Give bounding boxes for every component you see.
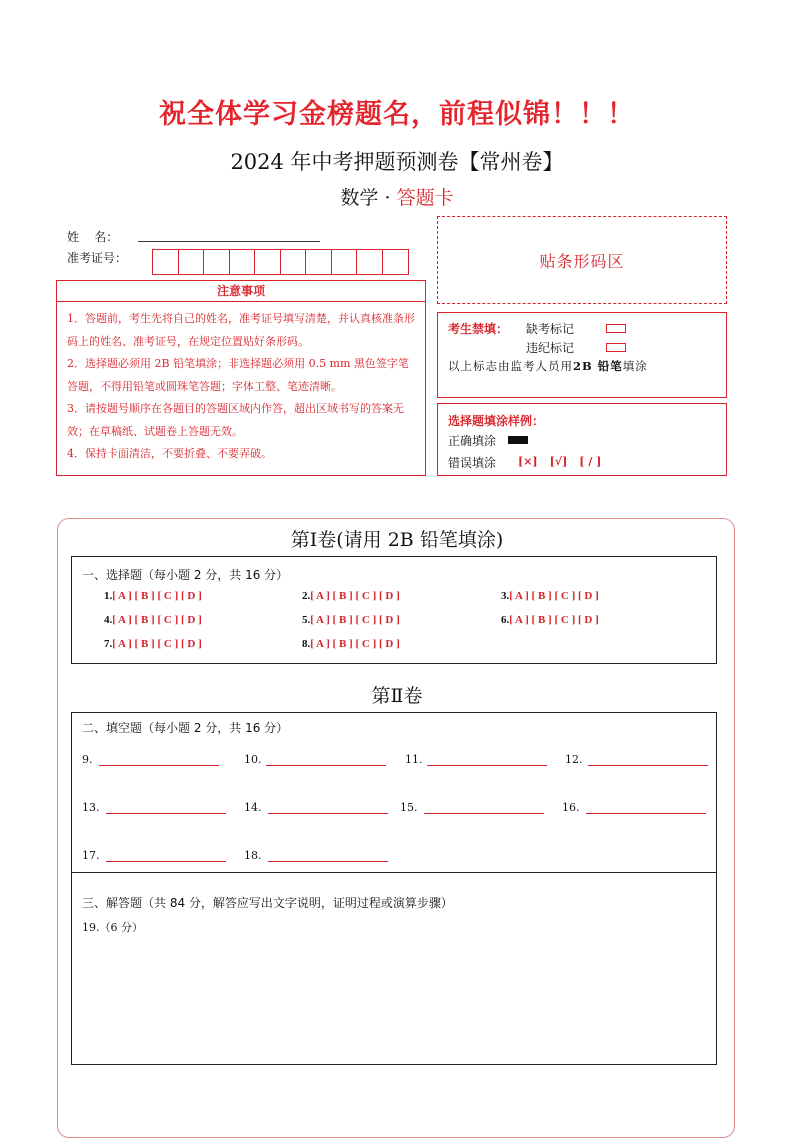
slogan: 祝全体学习金榜题名，前程似锦！！！ (159, 99, 635, 130)
id-digit-box[interactable] (357, 250, 383, 274)
absent-mark-box[interactable] (606, 324, 626, 333)
correct-fill-label: 正确填涂 (448, 434, 497, 448)
id-digit-box[interactable] (383, 250, 409, 274)
subject-label: 数学 (340, 187, 379, 209)
answer-question-box[interactable] (71, 872, 717, 1065)
fill-number: 16. (562, 801, 580, 814)
name-label: 姓 名： (67, 230, 119, 244)
exam-title: 2024 年中考押题预测卷【常州卷】 (230, 150, 564, 174)
fill-example-box (437, 403, 727, 476)
id-digit-box[interactable] (153, 250, 179, 274)
fill-number: 9. (82, 753, 93, 766)
fill-answer-line[interactable] (106, 803, 226, 814)
question-number: 5. (302, 614, 311, 626)
fill-blank-box (71, 712, 717, 873)
wrong-fill-marks (518, 455, 601, 468)
fill-answer-line[interactable] (427, 755, 547, 766)
mcq-options[interactable]: [ A ] [ B ] [ C ] [ D ] (310, 614, 400, 626)
forbidden-note-pre: 以上标志由监考人员用 (448, 359, 573, 373)
mcq-question[interactable] (501, 590, 599, 602)
id-digit-box[interactable] (255, 250, 281, 274)
mcq-options[interactable]: [ A ] [ B ] [ C ] [ D ] (310, 590, 400, 602)
notes-box (56, 280, 426, 476)
mcq-question[interactable] (302, 638, 400, 650)
wrong-mark-check: [√] (549, 455, 568, 468)
subtitle-dot: · (384, 187, 391, 209)
barcode-area: 贴条形码区 (437, 216, 727, 304)
wrong-fill-label: 错误填涂 (448, 456, 497, 470)
id-digit-box[interactable] (179, 250, 205, 274)
mcq-question[interactable] (501, 614, 599, 626)
fill-answer-line[interactable] (268, 803, 388, 814)
question-number: 6. (501, 614, 510, 626)
mcq-options[interactable]: [ A ] [ B ] [ C ] [ D ] (112, 590, 202, 602)
part2-title: 第Ⅱ卷 (371, 685, 423, 707)
fill-answer-line[interactable] (268, 851, 388, 862)
example-heading: 选择题填涂样例： (448, 414, 545, 428)
mcq-options[interactable]: [ A ] [ B ] [ C ] [ D ] (509, 614, 599, 626)
fill-answer-line[interactable] (586, 803, 706, 814)
id-digit-box[interactable] (332, 250, 358, 274)
wrong-mark-cross: [×] (518, 455, 538, 468)
fill-answer-line[interactable] (588, 755, 708, 766)
id-digit-box[interactable] (306, 250, 332, 274)
mcq-options[interactable]: [ A ] [ B ] [ C ] [ D ] (112, 638, 202, 650)
forbidden-note-bold: 2B 铅笔 (573, 359, 623, 373)
mcq-question[interactable] (104, 614, 202, 626)
name-field[interactable] (138, 226, 320, 242)
forbidden-note-post: 填涂 (622, 359, 648, 373)
question-number: 1. (104, 590, 113, 602)
question-number: 4. (104, 614, 113, 626)
note-item: 1．答题前，考生先将自己的姓名，准考证号填写清楚，并认真核准条形码上的姓名、准考证号，在规定位置贴好条形码。 (67, 312, 415, 348)
mcq-options[interactable]: [ A ] [ B ] [ C ] [ D ] (112, 614, 202, 626)
question-number: 3. (501, 590, 510, 602)
part1-title: 第Ⅰ卷(请用 2B 铅笔填涂) (290, 529, 504, 551)
mcq-options[interactable]: [ A ] [ B ] [ C ] [ D ] (310, 638, 400, 650)
question-number: 8. (302, 638, 311, 650)
note-item: 4．保持卡面清洁，不要折叠、不要弄破。 (67, 447, 272, 460)
id-digit-box[interactable] (204, 250, 230, 274)
fill-number: 13. (82, 801, 100, 814)
id-number-boxes[interactable] (152, 249, 409, 275)
examinee-forbidden-box (437, 312, 727, 398)
fill-number: 12. (565, 753, 583, 766)
id-digit-box[interactable] (281, 250, 307, 274)
note-item: 2．选择题必须用 2B 铅笔填涂；非选择题必须用 0.5 mm 黑色签字笔答题，不得用铅笔或圆珠笔答题；字体工整、笔迹清晰。 (67, 357, 409, 393)
fill-answer-line[interactable] (99, 755, 219, 766)
mcq-box (71, 556, 717, 664)
fill-number: 15. (400, 801, 418, 814)
forbidden-label: 考生禁填： (448, 322, 509, 336)
forbidden-note (448, 358, 648, 374)
fill-answer-line[interactable] (266, 755, 386, 766)
exam-subtitle (0, 183, 794, 210)
violation-mark-label: 违纪标记 (526, 341, 575, 355)
fill-section-title: 二、填空题（每小题 2 分，共 16 分） (82, 721, 289, 735)
question-number: 7. (104, 638, 113, 650)
mcq-question[interactable] (104, 590, 202, 602)
absent-mark-label: 缺考标记 (526, 322, 575, 336)
violation-mark-box[interactable] (606, 343, 626, 352)
fill-number: 14. (244, 801, 262, 814)
answer-card-label: 答题卡 (396, 187, 454, 209)
mcq-section-title: 一、选择题（每小题 2 分，共 16 分） (82, 568, 289, 582)
fill-number: 17. (82, 849, 100, 862)
fill-number: 10. (244, 753, 262, 766)
id-digit-box[interactable] (230, 250, 256, 274)
mcq-question[interactable] (104, 638, 202, 650)
fill-number: 11. (405, 753, 423, 766)
mcq-question[interactable] (302, 614, 400, 626)
notes-heading: 注意事项 (57, 281, 425, 302)
note-item: 3．请按题号顺序在各题目的答题区域内作答，超出区域书写的答案无效；在草稿纸、试题卷上答题无效。 (67, 402, 404, 438)
mcq-question[interactable] (302, 590, 400, 602)
question-number: 2. (302, 590, 311, 602)
correct-fill-mark (508, 436, 528, 444)
fill-answer-line[interactable] (106, 851, 226, 862)
mcq-options[interactable]: [ A ] [ B ] [ C ] [ D ] (509, 590, 599, 602)
answer-section-title: 三、解答题（共 84 分，解答应写出文字说明，证明过程或演算步骤） (82, 896, 453, 910)
fill-number: 18. (244, 849, 262, 862)
wrong-mark-slash: [ / ] (579, 455, 602, 468)
id-label: 准考证号： (67, 251, 128, 265)
question-19-label: 19.（6 分） (82, 921, 143, 934)
fill-answer-line[interactable] (424, 803, 544, 814)
